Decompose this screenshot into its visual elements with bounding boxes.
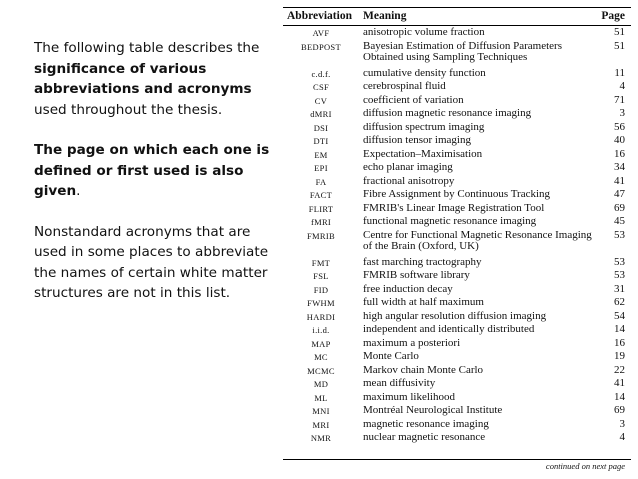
continued-note: continued on next page (545, 461, 625, 471)
intro-p2-end: . (76, 183, 81, 199)
row-meaning: diffusion spectrum imaging (363, 120, 485, 133)
row-page: 53 (614, 269, 625, 281)
row-abbreviation: EPI (314, 163, 328, 173)
row-meaning: magnetic resonance imaging (363, 417, 489, 430)
row-page: 3 (619, 417, 625, 430)
row-abbreviation: MAP (311, 338, 331, 349)
row-meaning: nuclear magnetic resonance (363, 431, 486, 443)
abbreviation-table-image (283, 2, 631, 476)
row-meaning: FMRIB's Linear Image Registration Tool (363, 201, 545, 214)
row-abbreviation: MNI (312, 406, 330, 416)
row-page: 34 (614, 161, 625, 173)
intro-paragraph-2 (34, 140, 274, 202)
row-meaning: free induction decay (363, 282, 453, 295)
row-meaning: high angular resolution diffusion imaging (363, 309, 547, 322)
row-page: 51 (614, 39, 625, 52)
row-meaning: independent and identically distributed (363, 323, 535, 335)
row-meaning: diffusion tensor imaging (363, 134, 471, 146)
row-page: 41 (614, 174, 625, 187)
row-abbreviation: MC (314, 352, 328, 362)
row-meaning: Bayesian Estimation of Diffusion Parameters Obtained using Sampling Techniques (363, 39, 562, 64)
header-meaning: Meaning (363, 10, 407, 22)
row-meaning: Expectation–Maximisation (363, 147, 483, 160)
row-meaning: maximum a posteriori (363, 336, 461, 349)
row-page: 69 (614, 404, 625, 416)
row-page: 16 (614, 147, 625, 160)
row-abbreviation: NMR (310, 433, 332, 443)
row-meaning: diffusion magnetic resonance imaging (363, 107, 532, 119)
row-meaning: cumulative density function (363, 66, 486, 79)
row-abbreviation: ML (314, 392, 328, 403)
row-abbreviation: c.d.f. (311, 68, 331, 79)
row-page: 22 (614, 363, 625, 376)
header-page: Page (601, 10, 625, 22)
row-page: 41 (614, 377, 625, 389)
bottom-rule (283, 459, 631, 460)
row-abbreviation: HARDI (306, 311, 336, 322)
row-page: 56 (614, 120, 625, 133)
header-abbreviation: Abbreviation (287, 10, 352, 22)
row-page: 3 (619, 107, 625, 119)
row-abbreviation: MD (313, 379, 329, 389)
row-abbreviation: FMRIB (307, 230, 335, 241)
row-page: 11 (614, 66, 625, 79)
row-page: 62 (614, 296, 625, 308)
row-abbreviation: DSI (313, 122, 329, 133)
row-page: 47 (614, 188, 625, 200)
top-rule (283, 7, 631, 8)
row-page: 69 (614, 201, 625, 214)
intro-paragraph-1 (34, 38, 274, 120)
row-abbreviation: DTI (313, 136, 329, 146)
intro-p1-text-a: The following table describes the (34, 40, 260, 56)
row-page: 4 (619, 80, 625, 92)
row-meaning: mean diffusivity (363, 377, 436, 389)
row-abbreviation: dMRI (310, 109, 332, 119)
row-abbreviation: FID (313, 284, 329, 295)
row-meaning: anisotropic volume fraction (363, 26, 485, 38)
row-page: 4 (619, 431, 625, 443)
row-page: 14 (614, 390, 625, 403)
row-page: 51 (614, 26, 625, 38)
row-abbreviation: FA (315, 176, 327, 187)
row-abbreviation: CSF (312, 82, 330, 92)
row-abbreviation: MRI (312, 419, 330, 430)
row-meaning: fast marching tractography (363, 255, 482, 268)
row-meaning: full width at half maximum (363, 296, 484, 308)
intro-p1-text-b: used throughout the thesis. (34, 101, 223, 118)
row-abbreviation: FACT (309, 190, 333, 200)
row-meaning: Centre for Functional Magnetic Resonance Imaging of the Brain (Oxford, UK) (363, 228, 592, 253)
row-page: 14 (614, 323, 625, 335)
row-meaning: maximum likelihood (363, 390, 455, 403)
intro-p2-bold: The page on which each one is defined or first used is also given (34, 142, 270, 199)
row-abbreviation: BEDPOST (301, 41, 341, 52)
row-abbreviation: MCMC (307, 365, 335, 376)
row-page: 31 (614, 282, 625, 295)
row-meaning: echo planar imaging (363, 161, 453, 173)
row-meaning: coefficient of variation (363, 93, 464, 106)
row-meaning: Markov chain Monte Carlo (363, 363, 484, 376)
row-abbreviation: fMRI (310, 217, 332, 227)
row-page: 71 (614, 93, 625, 106)
row-page: 54 (614, 309, 625, 322)
intro-text (34, 38, 274, 324)
row-abbreviation: i.i.d. (312, 325, 330, 335)
row-meaning: functional magnetic resonance imaging (363, 215, 537, 227)
row-page: 40 (614, 134, 625, 146)
row-page: 45 (614, 215, 625, 227)
row-meaning: Monte Carlo (363, 350, 419, 362)
row-page: 19 (614, 350, 625, 362)
row-abbreviation: FWHM (307, 298, 335, 308)
row-abbreviation: FLIRT (308, 203, 334, 214)
row-page: 53 (614, 255, 625, 268)
row-abbreviation: CV (314, 95, 328, 106)
row-meaning: cerebrospinal fluid (363, 80, 446, 92)
row-abbreviation: FMT (311, 257, 331, 268)
row-abbreviation: AVF (312, 28, 330, 38)
row-page: 16 (614, 336, 625, 349)
intro-p1-bold: significance of various abbreviations and acronyms (34, 60, 252, 97)
row-abbreviation: EM (314, 149, 328, 160)
row-abbreviation: FSL (313, 271, 329, 281)
intro-paragraph-3: Nonstandard acronyms that are used in some places to abbreviate the names of certain white matter structures are not in this list. (34, 223, 269, 301)
row-meaning: Fibre Assignment by Continuous Tracking (363, 188, 551, 200)
row-meaning: Montréal Neurological Institute (363, 404, 503, 416)
row-meaning: fractional anisotropy (363, 174, 455, 187)
row-meaning: FMRIB software library (363, 269, 470, 281)
row-page: 53 (614, 228, 625, 241)
